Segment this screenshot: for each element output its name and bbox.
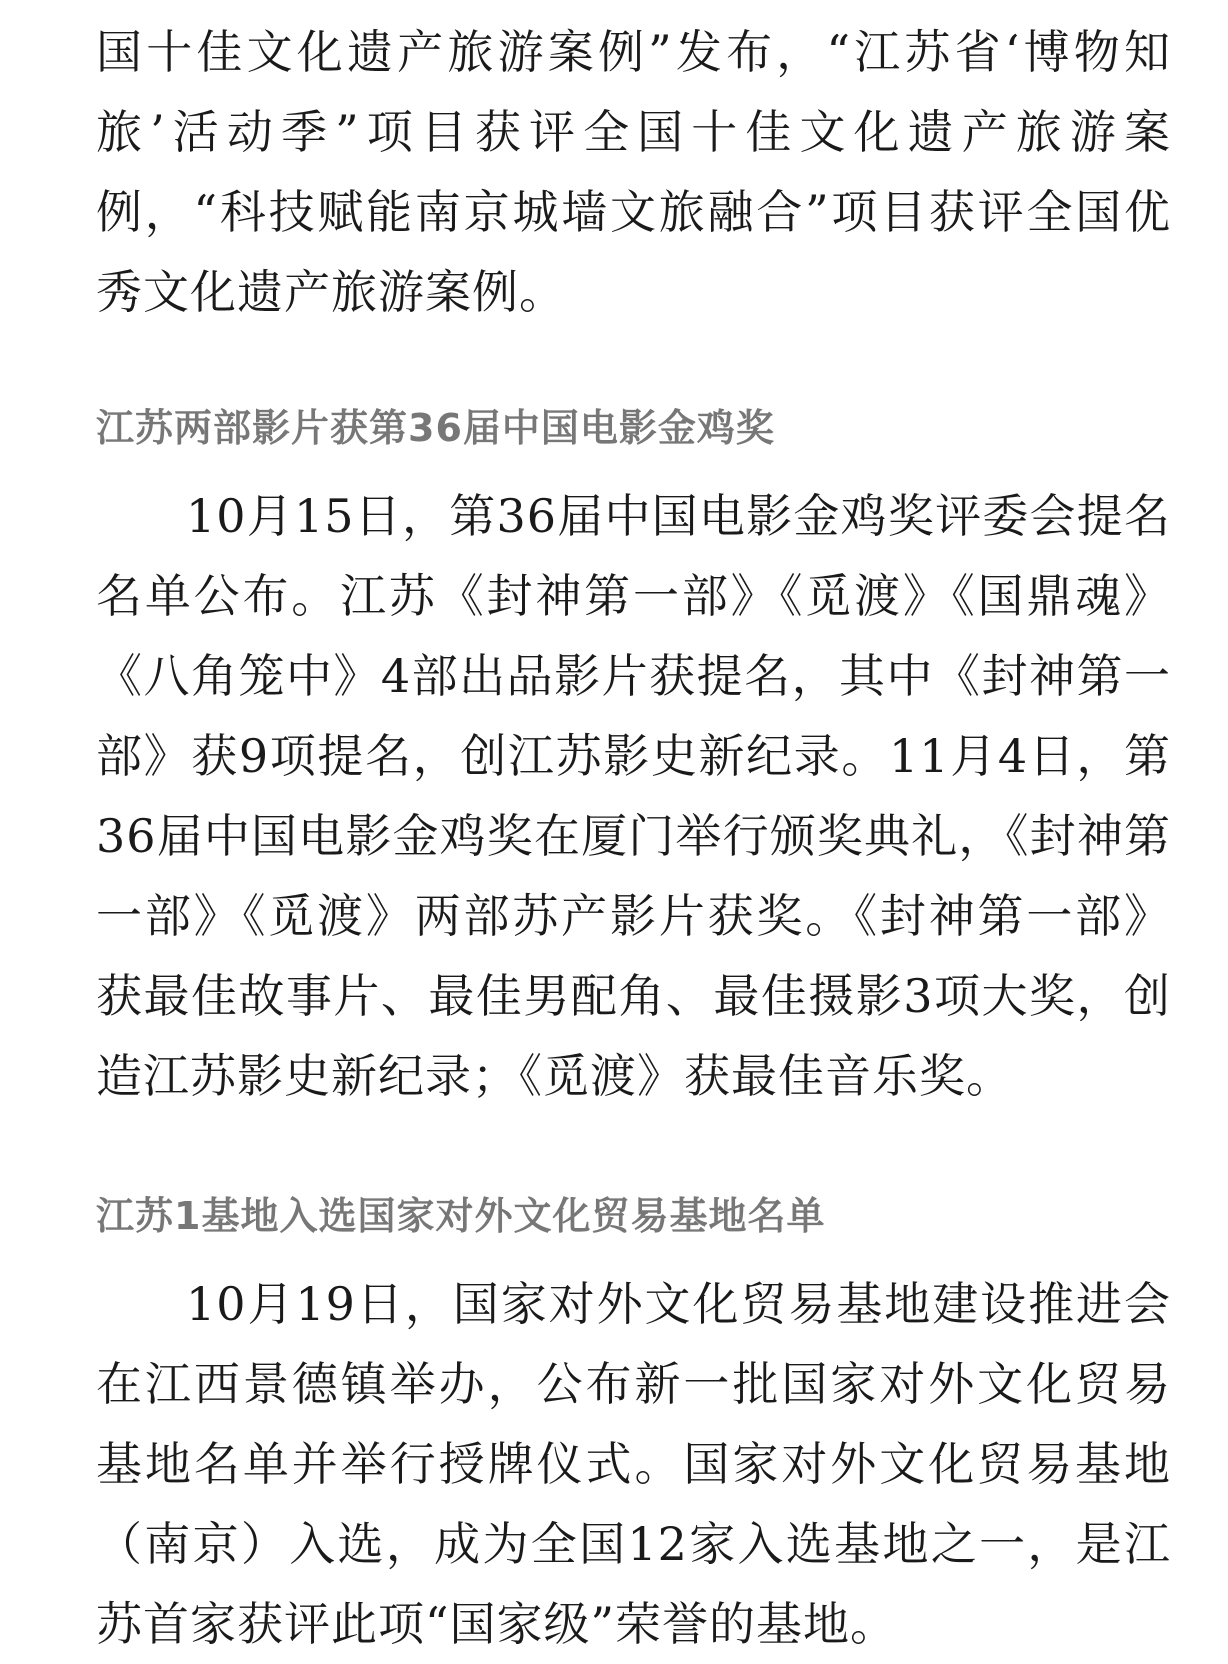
section-paragraph-trade-base: 10月19日，国家对外文化贸易基地建设推进会在江西景德镇举办，公布新一批国家对外文化贸易基地名单并举行授牌仪式。国家对外文化贸易基地（南京）入选，成为全国12家入选基地之一，是江苏首家获评此项“国家级”荣誉的基地。 — [96, 1277, 1171, 1651]
section-heading-golden-rooster: 江苏两部影片获第36届中国电影金鸡奖 — [96, 406, 775, 450]
section-heading-trade-base: 江苏1基地入选国家对外文化贸易基地名单 — [96, 1194, 826, 1238]
document-page — [96, 0, 1171, 1664]
intro-paragraph: 国十佳文化遗产旅游案例”发布，“江苏省‘博物知旅’活动季”项目获评全国十佳文化遗产旅游案例，“科技赋能南京城墙文旅融合”项目获评全国优秀文化遗产旅游案例。 — [96, 25, 1171, 319]
section-paragraph-golden-rooster: 10月15日，第36届中国电影金鸡奖评委会提名名单公布。江苏《封神第一部》《觅渡》《国鼎魂》《八角笼中》4部出品影片获提名，其中《封神第一部》获9项提名，创江苏影史新纪录。11月4日，第36届中国电影金鸡奖在厦门举行颁奖典礼，《封神第一部》《觅渡》两部苏产影片获奖。《封神第一部》获最佳故事片、最佳男配角、最佳摄影3项大奖，创造江苏影史新纪录；《觅渡》获最佳音乐奖。 — [96, 489, 1171, 1103]
